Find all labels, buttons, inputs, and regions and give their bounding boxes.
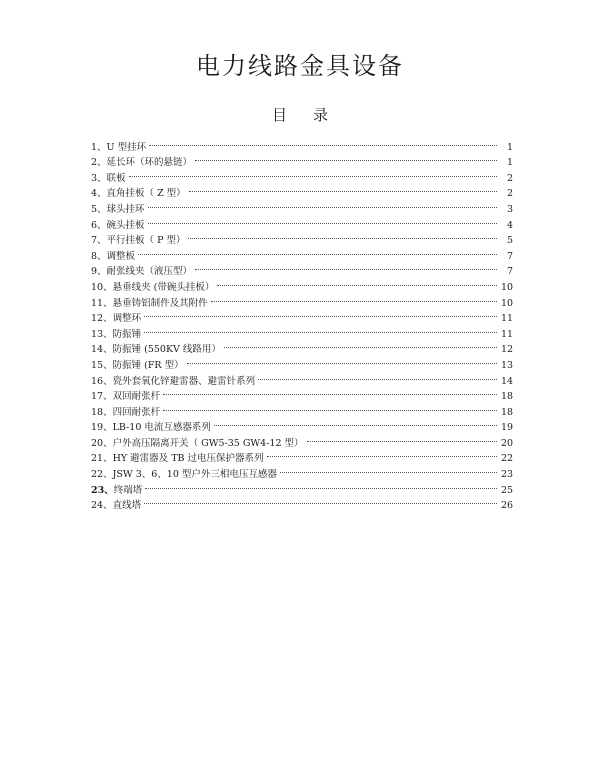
- toc-entry-label: 直线塔: [112, 500, 142, 512]
- toc-entry-label: 调整环: [112, 313, 142, 325]
- toc-dot-leader: [280, 461, 497, 477]
- toc-entry-page: 20: [501, 437, 514, 449]
- toc-dot-leader: [187, 352, 497, 368]
- toc-entry-number: 3、: [91, 172, 107, 184]
- toc-entry: [91, 165, 513, 184]
- toc-entry-label: U 型挂环: [106, 141, 147, 153]
- toc-entry-label: 双回耐张杆: [112, 391, 161, 403]
- toc-entry-number: 16、: [91, 375, 113, 387]
- toc-entry: [91, 212, 513, 231]
- toc-heading: [0, 104, 600, 125]
- toc-entry-label: 球头挂环: [106, 203, 145, 215]
- toc-entry-label: 防振锤 (FR 型）: [112, 359, 184, 371]
- toc-entry-page: 26: [501, 500, 514, 512]
- toc-dot-leader: [307, 430, 497, 446]
- toc-entry-label: 碗头挂板: [106, 219, 145, 231]
- toc-entry-label: HY 避雷器及 TB 过电压保护器系列: [112, 453, 264, 465]
- toc-dot-leader: [144, 493, 497, 509]
- toc-entry-page: 10: [501, 297, 514, 309]
- toc-entry-label: 悬垂铸铝制件及其附件: [112, 297, 208, 309]
- toc-entry-number: 9、: [91, 266, 107, 278]
- toc-entry-page: 7: [506, 250, 513, 262]
- toc-entry-page: 19: [501, 422, 514, 434]
- toc-entry-label: 终端塔: [113, 484, 143, 496]
- toc-entry-number: 6、: [91, 219, 107, 231]
- toc-entry-label: LB-10 电流互感器系列: [112, 422, 211, 434]
- toc-dot-leader: [214, 415, 497, 431]
- toc-entry-page: 13: [501, 359, 514, 371]
- toc-entry-label: 防振锤 (550KV 线路用）: [112, 344, 221, 356]
- toc-dot-leader: [144, 306, 497, 322]
- toc-entry-number: 8、: [91, 250, 107, 262]
- toc-entry-label: 四回耐张杆: [112, 406, 161, 418]
- toc-dot-leader: [188, 228, 497, 244]
- toc-entry: [91, 150, 513, 169]
- toc-entry-page: 11: [501, 313, 514, 325]
- toc-entry: [91, 228, 513, 247]
- toc-entry-number: 17、: [91, 391, 113, 403]
- toc-dot-leader: [138, 243, 497, 259]
- toc-entry-page: 10: [501, 281, 514, 293]
- toc-entry-page: 11: [501, 328, 514, 340]
- toc-entry-label: 耐张线夹（液压型）: [106, 266, 193, 278]
- toc-dot-leader: [217, 274, 497, 290]
- toc-entry-number: 20、: [91, 437, 113, 449]
- toc-entry-label: 联板: [106, 172, 126, 184]
- toc-entry-number: 11、: [91, 297, 113, 309]
- toc-entry-number: 7、: [91, 235, 107, 247]
- document-title: 电力线路金具设备: [196, 52, 404, 80]
- toc-entry-label: 户外高压隔离开关（ GW5-35 GW4-12 型）: [112, 437, 304, 449]
- toc-entry-label: JSW 3、6、10 型户外三相电压互感器: [112, 469, 277, 481]
- toc-entry-number: 21、: [91, 453, 113, 465]
- toc-entry: [91, 493, 514, 512]
- toc-entry: [91, 337, 514, 356]
- toc-entry-number: 24、: [91, 500, 113, 512]
- toc-heading-part-2: 录: [313, 106, 329, 124]
- toc-dot-leader: [149, 134, 497, 150]
- toc-entry: [91, 259, 513, 278]
- toc-entry: [91, 306, 514, 325]
- toc-entry-page: 1: [506, 157, 513, 169]
- toc-entry-number: 4、: [91, 188, 107, 200]
- toc-entry-label: 调整板: [106, 250, 136, 262]
- toc-entry-page: 12: [501, 344, 514, 356]
- toc-entry-page: 2: [506, 172, 513, 184]
- toc-dot-leader: [189, 181, 497, 197]
- toc-entry-label: 瓷外套氧化锌避雷器、避雷针系列: [112, 375, 256, 387]
- toc-entry: [91, 181, 513, 200]
- toc-entry: [91, 477, 514, 496]
- toc-dot-leader: [148, 212, 497, 228]
- toc-entry-number: 18、: [91, 406, 113, 418]
- toc-dot-leader: [195, 150, 497, 166]
- toc-entry-page: 14: [501, 375, 514, 387]
- toc-entry-number: 23、: [91, 484, 114, 496]
- toc-entry: [91, 134, 513, 153]
- toc-entry-page: 22: [501, 453, 514, 465]
- toc-entry-page: 25: [501, 484, 514, 496]
- toc-dot-leader: [224, 337, 497, 353]
- toc-list: [91, 134, 514, 512]
- toc-dot-leader: [163, 399, 497, 415]
- toc-entry-page: 3: [506, 203, 513, 215]
- toc-entry-label: 直角挂板（ Z 型）: [106, 188, 186, 200]
- toc-entry-page: 7: [506, 266, 513, 278]
- toc-entry: [91, 243, 513, 262]
- toc-dot-leader: [145, 477, 497, 493]
- toc-dot-leader: [195, 259, 497, 275]
- toc-entry-page: 23: [501, 469, 514, 481]
- toc-entry-label: 平行挂板（ P 型）: [106, 235, 186, 247]
- toc-dot-leader: [163, 384, 497, 400]
- toc-entry-number: 14、: [91, 344, 113, 356]
- toc-dot-leader: [129, 165, 497, 181]
- toc-entry-number: 19、: [91, 422, 113, 434]
- toc-entry-label: 防振锤: [112, 328, 142, 340]
- toc-entry-label: 悬垂线夹 (带碗头挂板）: [112, 281, 215, 293]
- toc-entry-number: 1、: [91, 141, 107, 153]
- toc-dot-leader: [144, 321, 497, 337]
- toc-entry-number: 2、: [91, 157, 107, 169]
- toc-entry-number: 13、: [91, 328, 113, 340]
- toc-entry: [91, 196, 513, 215]
- toc-entry-number: 5、: [91, 203, 107, 215]
- toc-entry-number: 22、: [91, 469, 113, 481]
- toc-heading-part-1: 目: [271, 106, 287, 124]
- toc-entry-page: 18: [501, 391, 514, 403]
- toc-entry-number: 15、: [91, 359, 113, 371]
- toc-dot-leader: [267, 446, 497, 462]
- toc-entry-number: 10、: [91, 281, 113, 293]
- toc-entry-label: 延长环（环的悬链）: [106, 157, 193, 169]
- toc-entry-page: 2: [506, 188, 513, 200]
- toc-entry-page: 4: [506, 219, 513, 231]
- toc-entry-page: 18: [501, 406, 514, 418]
- toc-dot-leader: [148, 196, 497, 212]
- toc-entry: [91, 321, 514, 340]
- toc-entry-page: 5: [506, 235, 513, 247]
- toc-entry-page: 1: [506, 141, 513, 153]
- toc-dot-leader: [211, 290, 497, 306]
- toc-entry-number: 12、: [91, 313, 113, 325]
- toc-dot-leader: [258, 368, 497, 384]
